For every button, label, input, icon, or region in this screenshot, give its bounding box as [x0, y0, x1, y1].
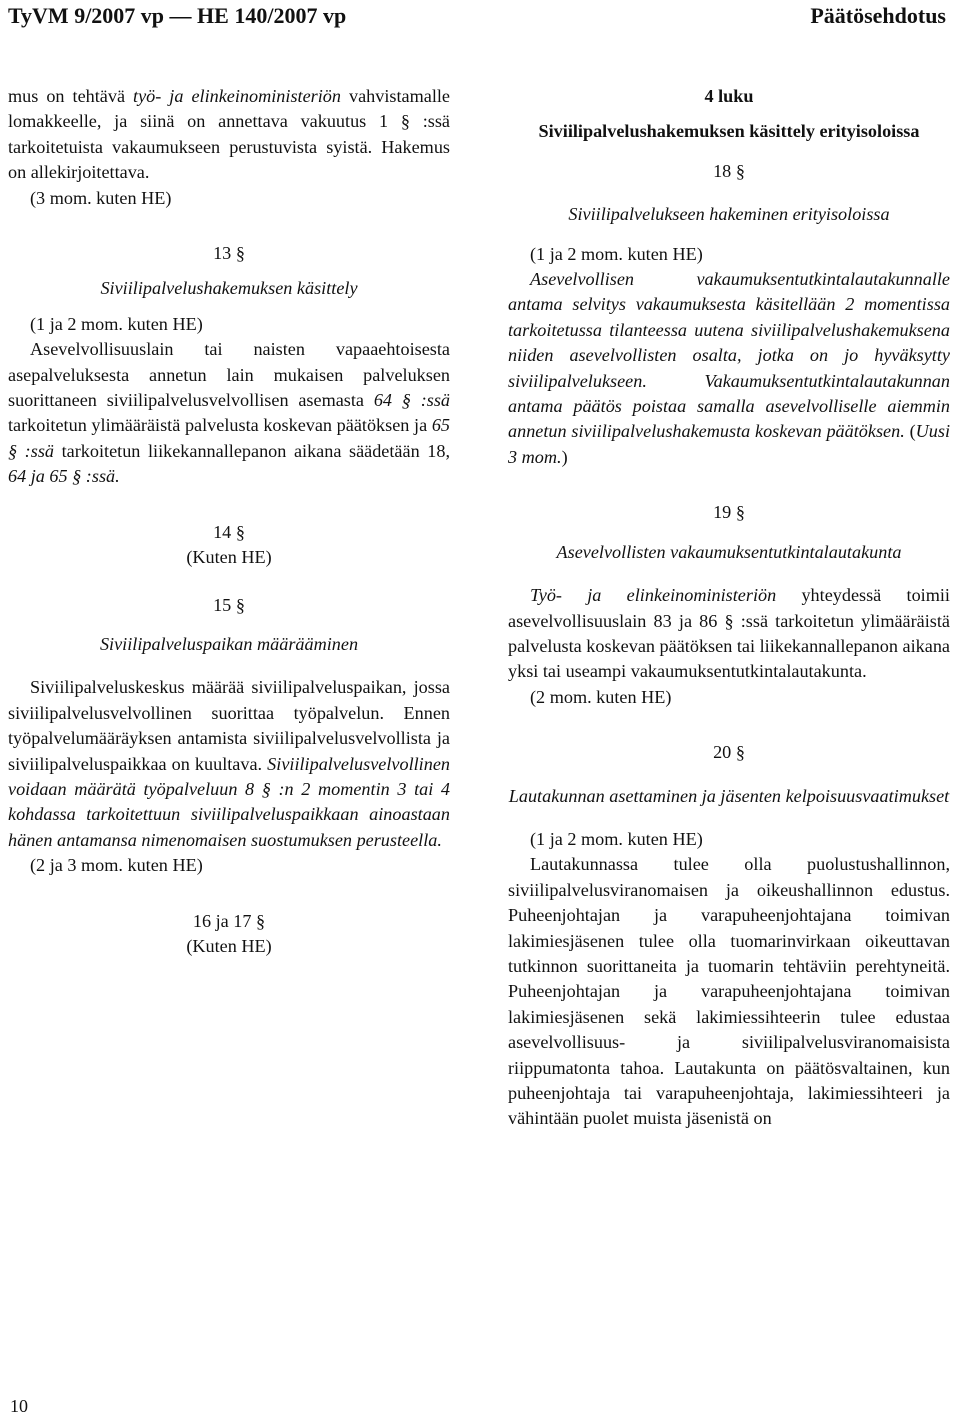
section-20-title: Lautakunnan asettaminen ja jäsenten kelpoisuusvaatimukset [508, 785, 950, 806]
chapter-title: Siviilipalvelushakemuksen käsittely erityisoloissa [538, 121, 920, 142]
page-number: 10 [10, 1396, 28, 1416]
document-reference: TyVM 9/2007 vp — HE 140/2007 vp [8, 3, 347, 28]
document-section-label: Päätösehdotus [810, 3, 946, 28]
section-19-moment-note: (2 mom. kuten HE) [530, 686, 672, 707]
left-column [8, 84, 450, 959]
section-13-number: 13 § [213, 243, 245, 264]
section-18-title: Siviilipalvelukseen hakeminen erityisoloissa [568, 204, 890, 225]
section-18-moment-note: (1 ja 2 mom. kuten HE) [530, 243, 703, 264]
section-20-paragraph: Lautakunnassa tulee olla puolustushallinnon, siviilipalvelusviranomaisen ja oikeushallinnon edustus. Puheenjohtajan ja varapuheenjohtajana toimivan lakimiesjäsenen tulee olla tuomarinvirkaan oikeuttavan tutkinnon suorittaneita ja tuomarin tehtäviin perehtyneitä. Puheenjohtajan ja varapuheenjohtajana toimivan lakimiesjäsenen sekä lakimiessihteerin tulee edustaa asevelvollisuus- ja siviilipalvelusviranomaisista riippumatonta tahoa. Lautakunta on päätösvaltainen, kun puheenjohtaja tai varapuheenjohtaja, lakimiessihteeri ja vähintään puolet muista jäsenistä on [508, 854, 950, 1129]
section-14-note: (Kuten HE) [186, 547, 272, 568]
right-column [508, 84, 950, 1132]
section-15-number: 15 § [213, 594, 245, 615]
intro-paragraph: mus on tehtävä työ- ja elinkeinoministeriön vahvistamalle lomakkeelle, ja siinä on annettava vakuutus 1 § :ssä tarkoitetuista vakaumukseen perustuvista syistä. Hakemus on allekirjoitettava. [8, 86, 450, 183]
section-15-paragraph: Siviilipalveluskeskus määrää siviilipalveluspaikan, jossa siviilipalvelusvelvollinen suorittaa työpalvelun. Ennen työpalvelumääräyksen antamista siviilipalvelusvelvollista ja siviilipalveluspaikkaa on kuultava. Siviilipalvelusvelvollinen voidaan määrätä työpalveluun 8 § :n 2 momentin 3 tai 4 kohdassa tarkoitettuun siviilipalveluspaikkaan ainoastaan hänen antamansa nimenomaisen suostumuksen perusteella. [8, 677, 450, 850]
section-16-17-number: 16 ja 17 § [192, 910, 266, 931]
section-14-number: 14 § [213, 521, 245, 542]
chapter-number: 4 luku [704, 86, 754, 106]
section-20-moment-note: (1 ja 2 mom. kuten HE) [530, 828, 703, 849]
section-19-paragraph: Työ- ja elinkeinoministeriön yhteydessä toimii asevelvollisuuslain 83 ja 86 § :ssä tarkoitetun ylimääräistä palvelusta koskevan päätöksen tai liikekannallepanon aikana yksi tai useampi vakaumuksentutkintalautakunta. [508, 585, 950, 682]
section-15-moment-note: (2 ja 3 mom. kuten HE) [30, 855, 203, 876]
section-18-paragraph: Asevelvollisen vakaumuksentutkintalautakunnalle antama selvitys vakaumuksesta käsitellään 2 momentissa tarkoitetussa tilanteessa uutena siviilipalvelushakemuksena niiden asevelvollisten osalta, jotka on jo hyväksytty siviilipalvelukseen. Vakaumuksentutkintalautakunnan antama päätös poistaa samalla asevelvolliselle aiemmin annetun siviilipalvelushakemusta koskevan päätöksen. (Uusi 3 mom.) [508, 269, 950, 467]
section-13-title: Siviilipalvelushakemuksen käsittely [100, 278, 358, 299]
section-16-17-note: (Kuten HE) [186, 935, 272, 956]
page-header [0, 0, 960, 40]
section-19-title: Asevelvollisten vakaumuksentutkintalautakunta [556, 541, 902, 562]
intro-moment-note: (3 mom. kuten HE) [30, 187, 172, 208]
section-19-number: 19 § [713, 502, 745, 523]
section-15-title: Siviilipalveluspaikan määrääminen [99, 633, 359, 654]
section-18-number: 18 § [713, 160, 745, 181]
section-20-number: 20 § [713, 742, 745, 763]
section-13-moment-note: (1 ja 2 mom. kuten HE) [30, 313, 203, 334]
section-13-paragraph: Asevelvollisuuslain tai naisten vapaaehtoisesta asepalveluksesta annetun lain mukaisen palveluksen suorittaneen siviilipalvelusvelvollisen asemasta 64 § :ssä tarkoitetun ylimääräistä palvelusta koskevan päätöksen ja 65 § :ssä tarkoitetun liikekannallepanon aikana säädetään 18, 64 ja 65 § :ssä. [8, 339, 451, 487]
